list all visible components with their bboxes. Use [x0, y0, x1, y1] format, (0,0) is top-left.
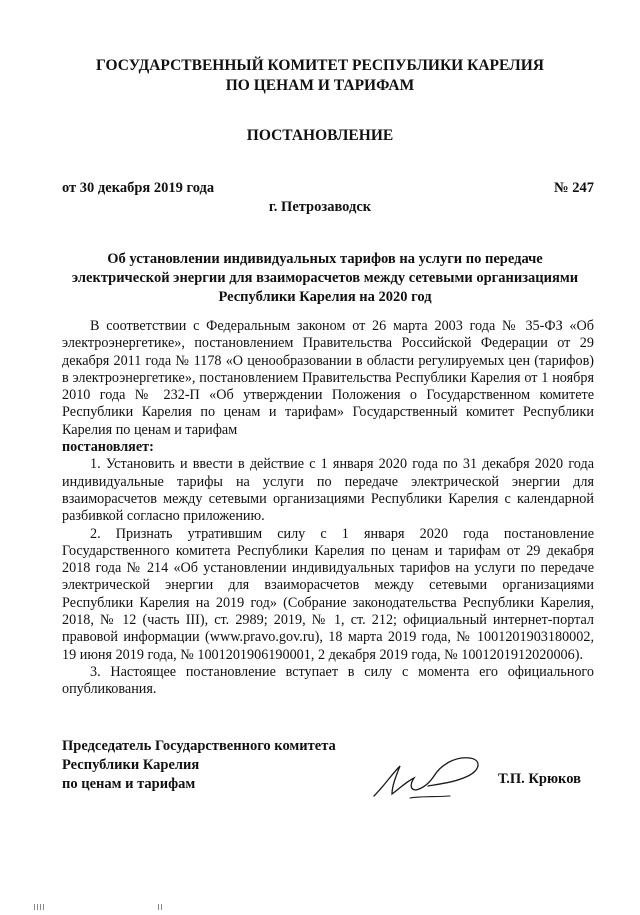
decree-word: постановляет:	[62, 439, 154, 456]
signer-name: Т.П. Крюков	[498, 771, 581, 787]
item-3-paragraph: 3. Настоящее постановление вступает в силу с момента его официального опубликования.	[62, 663, 594, 698]
document-body	[62, 318, 594, 699]
issuer-line-1: ГОСУДАРСТВЕННЫЙ КОМИТЕТ РЕСПУБЛИКИ КАРЕЛИЯ	[96, 57, 544, 74]
signer-line-2: Республики Карелия	[62, 757, 200, 773]
signer-title	[62, 737, 336, 794]
document-subject	[40, 250, 610, 307]
document-type: ПОСТАНОВЛЕНИЕ	[246, 127, 394, 144]
subject-line-3: Республики Карелия на 2020 год	[218, 289, 432, 305]
handwritten-signature	[370, 752, 490, 802]
subject-line-2: электрической энергии для взаиморасчетов между сетевыми организациями	[71, 270, 579, 286]
issuer-line-2: ПО ЦЕНАМ И ТАРИФАМ	[225, 77, 415, 94]
subject-line-1: Об установлении индивидуальных тарифов на услуги по передаче	[107, 251, 543, 267]
signer-line-1: Председатель Государственного комитета	[62, 738, 336, 754]
item-1-paragraph: 1. Установить и ввести в действие с 1 января 2020 года по 31 декабря 2020 года индивидуальные тарифы на услуги по передаче электрической энергии для взаиморасчетов между сетевыми организациями Республики Карелия с календарной разбивкой согласно приложению.	[62, 456, 594, 525]
date-number-line	[62, 180, 594, 197]
document-city: г. Петрозаводск	[268, 199, 372, 215]
preamble-paragraph: В соответствии с Федеральным законом от 26 марта 2003 года № 35-ФЗ «Об электроэнергетике», постановлением Правительства Российской Федерации от 29 декабря 2011 года № 1178 «О ценообразовании в области регулируемых цен (тарифов) в электроэнергетике», постановлением Правительства Республики Карелия от 1 ноября 2010 года № 232-П «Об утверждении Положения о Государственном комитете Республики Карелия по ценам и тарифам» Государственный комитет Республики Карелия по ценам и тарифам	[62, 318, 594, 438]
scan-artifact	[34, 897, 164, 915]
issuer-header	[0, 56, 640, 96]
document-date: от 30 декабря 2019 года	[62, 180, 215, 196]
item-2-paragraph: 2. Признать утратившим силу с 1 января 2020 года постановление Государственного комитета Республики Карелия по ценам и тарифам от 29 декабря 2018 года № 214 «Об установлении индивидуальных тарифов на услуги по передаче электрической энергии для взаиморасчетов между сетевыми организациями Республики Карелия на 2019 год» (Собрание законодательства Республики Карелия, 2018, № 12 (часть III), ст. 2989; 2019, № 1, ст. 212; официальный интернет-портал правовой информации (www.pravo.gov.ru), 18 марта 2019 года, № 1001201903180002, 19 июня 2019 года, № 1001201906190001, 2 декабря 2019 года, № 1001201912020006).	[62, 525, 594, 663]
document-number: № 247	[554, 180, 594, 196]
signer-line-3: по ценам и тарифам	[62, 776, 196, 792]
